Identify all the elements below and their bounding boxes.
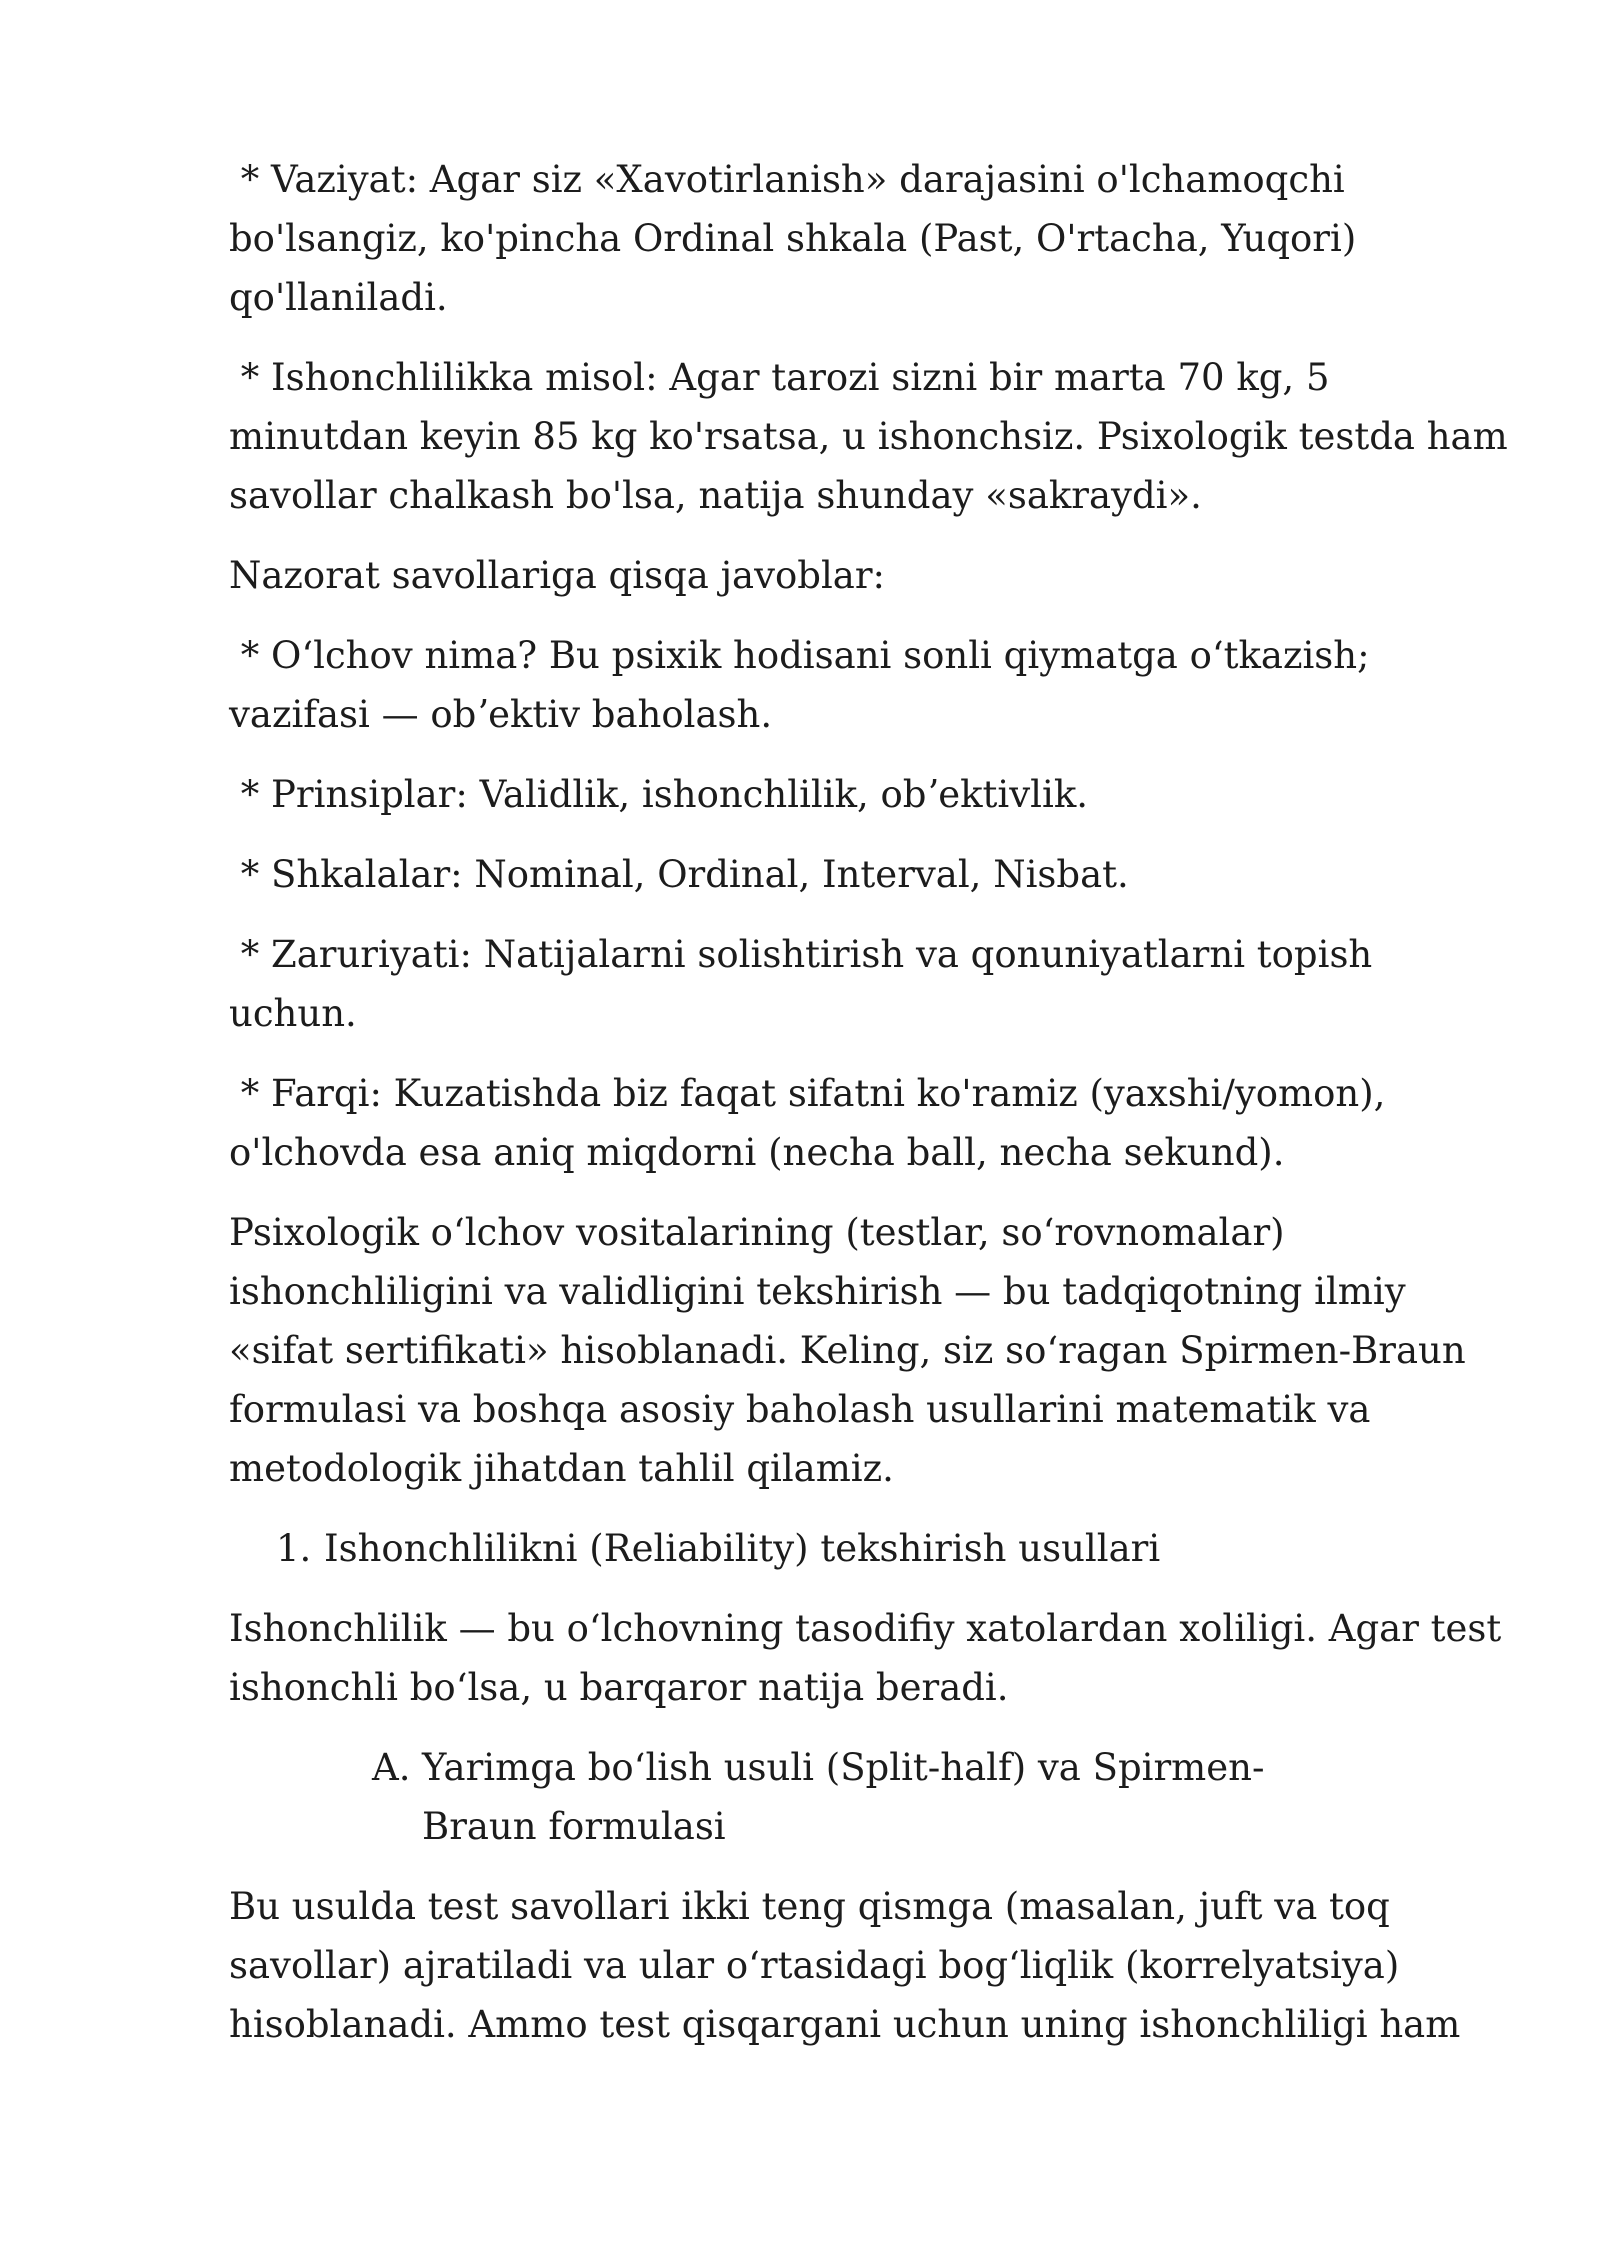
reliability-definition-paragraph: Ishonchlilik — bu oʻlchovning tasodifiy xatolardan xoliligi. Agar test ishonchli boʻlsa, u barqaror natija beradi. bbox=[229, 1607, 1502, 1709]
bullet-situation: * Vaziyat: Agar siz «Xavotirlanish» darajasini o'lchamoqchi bo'lsangiz, ko'pincha Ordinal shkala (Past, O'rtacha, Yuqori) qo'llaniladi. bbox=[229, 158, 1369, 319]
bullet-principles: * Prinsiplar: Validlik, ishonchlilik, obʼektivlik. bbox=[229, 773, 1089, 816]
section-heading-reliability bbox=[276, 1519, 1509, 1578]
psychometric-intro-paragraph: Psixologik oʻlchov vositalarining (testlar, soʻrovnomalar) ishonchliligini va validligini tekshirish — bu tadqiqotning ilmiy «sifat sertifikati» hisoblanadi. Keling, siz soʻragan Spirmen-Braun formulasi va boshqa asosiy baholash usullarini matematik va metodologik jihatdan tahlil qilamiz. bbox=[229, 1211, 1466, 1490]
subsection-title: Yarimga boʻlish usuli (Split-half) va Spirmen-Braun formulasi bbox=[422, 1746, 1265, 1848]
bullet-difference: * Farqi: Kuzatishda biz faqat sifatni ko'ramiz (yaxshi/yomon), o'lchovda esa aniq miqdorni (necha ball, necha sekund). bbox=[229, 1072, 1398, 1174]
bullet-necessity: * Zaruriyati: Natijalarni solishtirish va qonuniyatlarni topish uchun. bbox=[229, 933, 1385, 1035]
bullet-what-is-measurement: * Oʻlchov nima? Bu psixik hodisani sonli qiymatga oʻtkazish; vazifasi — obʼektiv baholash. bbox=[229, 634, 1382, 736]
bullet-scales: * Shkalalar: Nominal, Ordinal, Interval, Nisbat. bbox=[229, 853, 1129, 896]
split-half-paragraph: Bu usulda test savollari ikki teng qismga (masalan, juft va toq savollar) ajratiladi va ular oʻrtasidagi bogʻliqlik (korrelyatsiya) hisoblanadi. Ammo test qisqargani uchun uning ishonchliligi ham bbox=[229, 1885, 1461, 2046]
subsection-heading-split-half bbox=[372, 1738, 1352, 1856]
document-page bbox=[229, 150, 1520, 2075]
subsection-letter: A. bbox=[372, 1746, 411, 1789]
section-title: Ishonchlilikni (Reliability) tekshirish usullari bbox=[324, 1527, 1161, 1570]
bullet-reliability-example: * Ishonchlilikka misol: Agar tarozi sizni bir marta 70 kg, 5 minutdan keyin 85 kg ko'rsatsa, u ishonchsiz. Psixologik testda ham savollar chalkash bo'lsa, natija shunday «sakraydi». bbox=[229, 356, 1520, 517]
control-questions-heading: Nazorat savollariga qisqa javoblar: bbox=[229, 554, 886, 597]
section-number: 1. bbox=[276, 1527, 312, 1570]
